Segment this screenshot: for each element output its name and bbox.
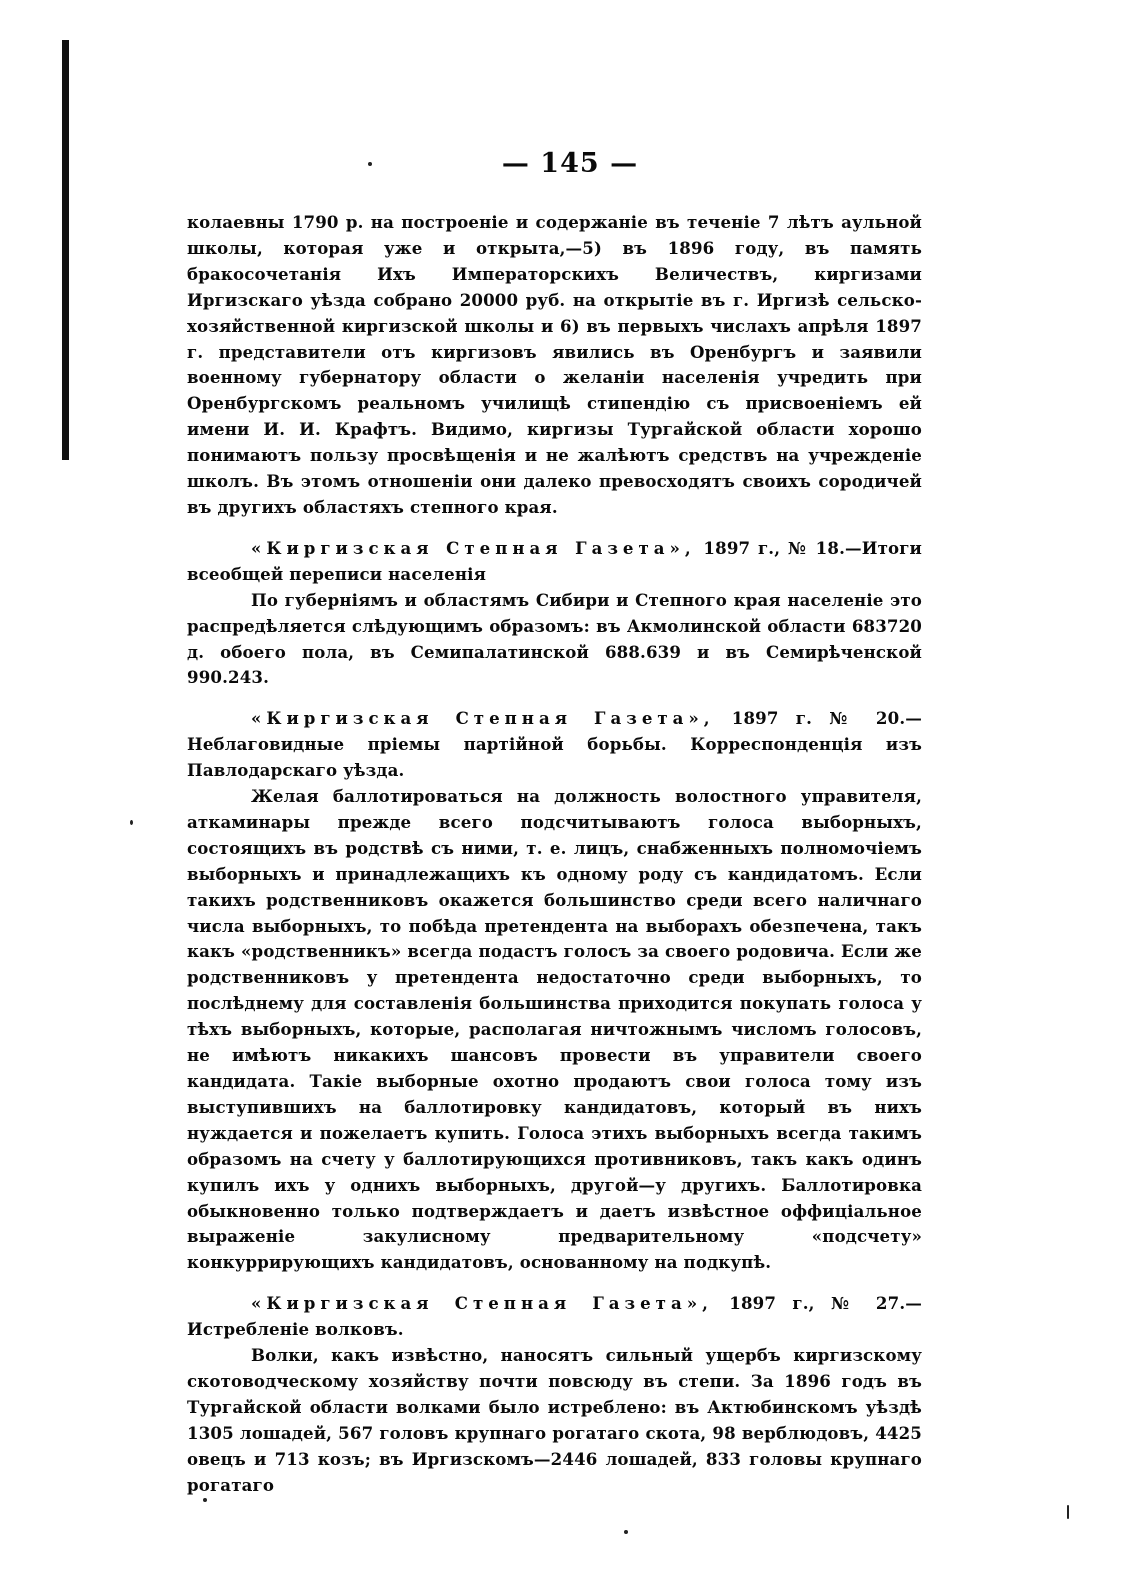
heading-title: 1897 г., № 18.—Итоги всеобщей переписи населенія xyxy=(187,537,922,584)
text-column xyxy=(187,210,922,1499)
heading-title: 1897 г. № 20.—Неблаговидные пріемы партійной борьбы. Корреспонденція изъ Павлодарскаго уѣзда. xyxy=(187,708,922,781)
heading-source: «Киргизская Степная Газета», xyxy=(251,1293,713,1314)
heading-title: 1897 г., № 27.—Истребленіе волковъ. xyxy=(187,1293,922,1340)
page-number: — 145 — xyxy=(501,148,639,179)
section-heading xyxy=(187,1291,922,1343)
section-heading xyxy=(187,536,922,588)
scan-speck xyxy=(624,1530,628,1534)
scan-speck xyxy=(130,820,133,825)
paragraph: Волки, какъ извѣстно, наносятъ сильный ущербъ киргизскому скотоводческому хозяйству почти повсюду въ степи. За 1896 годъ въ Тургайской области волками было истреблено: въ Актюбинскомъ уѣздѣ 1305 лошадей, 567 головъ крупнаго рогатаго скота, 98 верблюдовъ, 4425 овецъ и 713 козъ; въ Иргизскомъ—2446 лошадей, 833 головы крупнаго рогатаго xyxy=(187,1345,922,1495)
paragraph: Желая баллотироваться на должность волостного управителя, аткаминары прежде всего подсчитываютъ голоса выборныхъ, состоящихъ въ родствѣ съ ними, т. е. лицъ, снабженныхъ полномочіемъ выборныхъ и принадлежащихъ къ одному роду съ кандидатомъ. Если такихъ родственниковъ окажется большинство среди всего наличнаго числа выборныхъ, то побѣда претендента на выборахъ обезпечена, такъ какъ «родственникъ» всегда подастъ голосъ за своего родовича. Если же родственниковъ у претендента недостаточно среди выборныхъ, то послѣднему для составленія большинства приходится покупать голоса у тѣхъ выборныхъ, которые, располагая ничтожнымъ числомъ голосовъ, не имѣютъ никакихъ шансовъ провести въ управители своего кандидата. Такіе выборные охотно продаютъ свои голоса тому изъ выступившихъ на баллотировку кандидатовъ, который въ нихъ нуждается и пожелаетъ купить. Голоса этихъ выборныхъ всегда такимъ образомъ на счету у баллотирующихся противниковъ, такъ какъ одинъ купилъ ихъ у однихъ выборныхъ, другой—у другихъ. Баллотировка обыкновенно только подтверждаетъ и даетъ извѣстное оффиціальное выраженіе закулисному предварительному «подсчету» конкуррирующихъ кандидатовъ, основанному на подкупѣ. xyxy=(187,786,922,1273)
heading-source: «Киргизская Степная Газета», xyxy=(251,708,715,729)
section-heading xyxy=(187,706,922,784)
scan-speck xyxy=(203,1498,207,1502)
scan-speck xyxy=(1067,1505,1069,1519)
paragraph: По губерніямъ и областямъ Сибири и Степного края населеніе это распредѣляется слѣдующимъ образомъ: въ Акмолинской области 683720 д. обоего пола, въ Семипалатинской 688.639 и въ Семирѣченской 990.243. xyxy=(187,589,922,688)
paragraph: колаевны 1790 р. на построеніе и содержаніе въ теченіе 7 лѣтъ аульной школы, которая уже и открыта,—5) въ 1896 году, въ память бракосочетанія Ихъ Императорскихъ Величествъ, киргизами Иргизскаго уѣзда собрано 20000 руб. на открытіе въ г. Иргизѣ сельско-хозяйственной киргизской школы и 6) въ первыхъ числахъ апрѣля 1897 г. представители отъ киргизовъ явились въ Оренбургъ и заявили военному губернатору области о желаніи населенія учредить при Оренбургскомъ реальномъ училищѣ стипендію съ присвоеніемъ ей имени И. И. Крафтъ. Видимо, киргизы Тургайской области хорошо понимаютъ пользу просвѣщенія и не жалѣютъ средствъ на учрежденіе школъ. Въ этомъ отношеніи они далеко превосходятъ своихъ сородичей въ другихъ областяхъ степного края. xyxy=(187,212,922,517)
heading-source: «Киргизская Степная Газета», xyxy=(251,537,696,558)
binding-edge-mark xyxy=(62,40,69,460)
